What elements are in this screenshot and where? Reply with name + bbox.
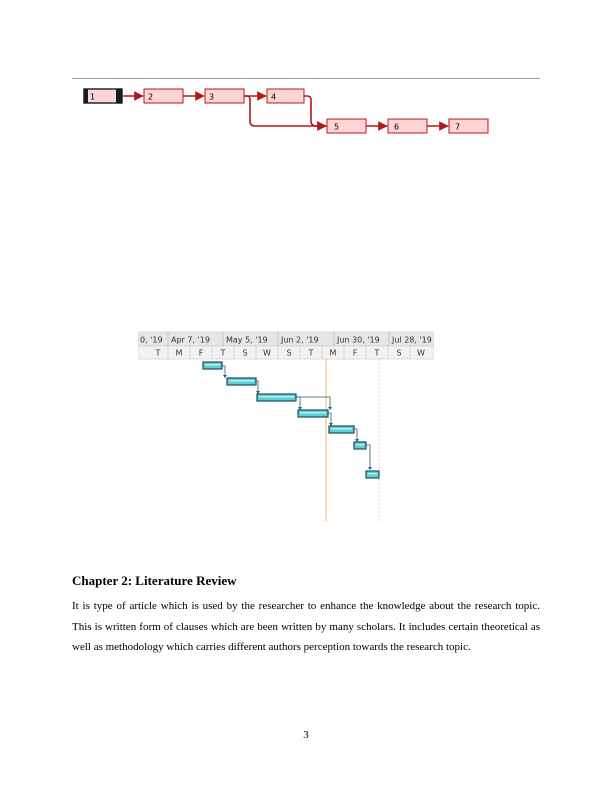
gantt-bottom-tick-7: T — [308, 348, 314, 358]
task-node-6[interactable] — [388, 119, 427, 133]
task-node-2[interactable] — [144, 89, 183, 103]
gantt-bottom-tick-4: S — [242, 348, 248, 358]
chapter-paragraph: It is type of article which is used by the researcher to enhance the knowledge about the research topic. This is written form of clauses which are been written by many scholars. It includes certain theoretical as well as methodology which carries different authors perception towards the research topic. — [72, 600, 540, 654]
gantt-bottom-tick-2: F — [198, 348, 204, 358]
gantt-top-tick-0: 0, '19 — [140, 335, 163, 345]
task-label-1: 1 — [90, 92, 96, 102]
gantt-bottom-tick-8: M — [329, 348, 337, 358]
task-label-3: 3 — [209, 92, 215, 102]
task-node-5[interactable] — [327, 119, 366, 133]
task-label-5: 5 — [334, 122, 340, 132]
gantt-top-tick-4: Jun 30, '19 — [337, 335, 380, 345]
gantt-bottom-tick-5: W — [263, 348, 271, 358]
task-label-6: 6 — [394, 122, 400, 132]
task-label-4: 4 — [271, 92, 277, 102]
task-node-4[interactable] — [267, 89, 304, 103]
task-node-3[interactable] — [205, 89, 244, 103]
gantt-bottom-tick-10: T — [374, 348, 380, 358]
chapter-title: Chapter 2: Literature Review — [72, 573, 237, 588]
gantt-bottom-tick-1: M — [175, 348, 183, 358]
task-node-1[interactable] — [84, 89, 122, 103]
task-node-7[interactable] — [449, 119, 488, 133]
gantt-chart — [138, 331, 434, 523]
header-rule — [72, 78, 540, 79]
gantt-bottom-tick-11: S — [396, 348, 402, 358]
gantt-top-tick-2: May 5, '19 — [226, 335, 268, 345]
network-diagram — [80, 84, 500, 136]
gantt-bottom-tick-3: T — [220, 348, 226, 358]
gantt-top-tick-3: Jun 2, '19 — [281, 335, 319, 345]
gantt-bottom-tick-12: W — [417, 348, 425, 358]
gantt-top-tick-5: Jul 28, '19 — [392, 335, 432, 345]
gantt-bottom-tick-9: F — [352, 348, 358, 358]
gantt-bottom-tick-6: S — [286, 348, 292, 358]
gantt-top-tick-1: Apr 7, '19 — [171, 335, 210, 345]
page-number: 3 — [303, 729, 309, 741]
link-4-5 — [304, 96, 326, 126]
gantt-bottom-tick-0: T — [155, 348, 161, 358]
task-label-7: 7 — [455, 122, 461, 132]
task-label-2: 2 — [148, 92, 154, 102]
